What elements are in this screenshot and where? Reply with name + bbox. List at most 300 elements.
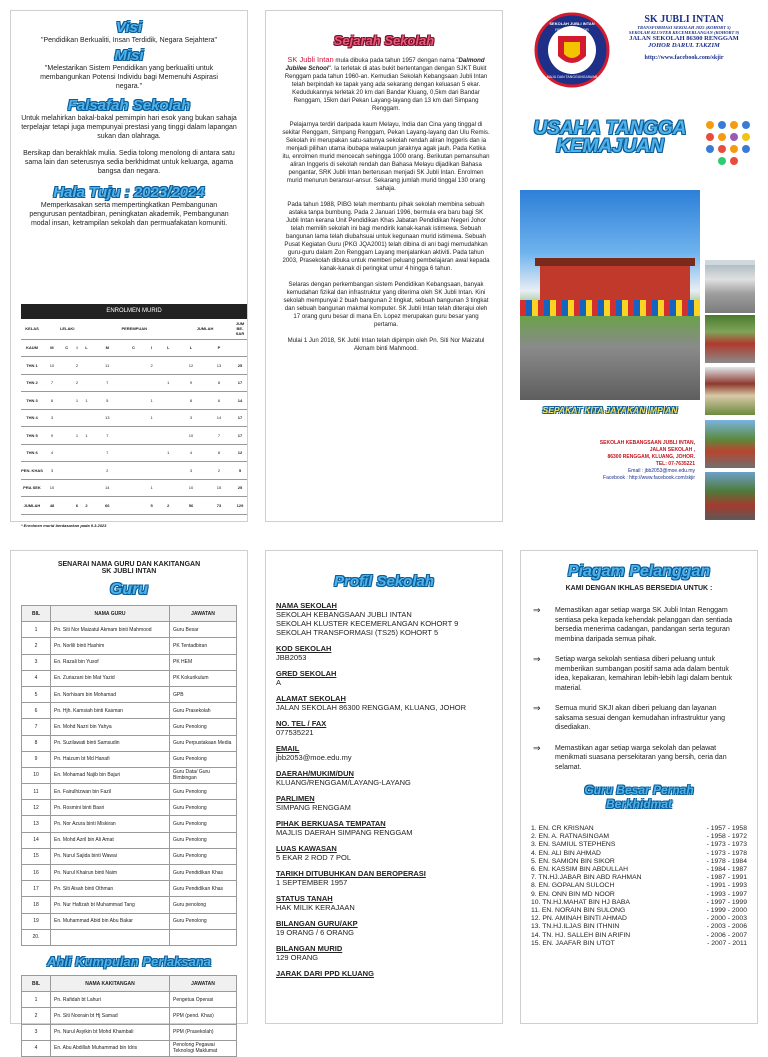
enrolmen-cell: 5 <box>144 497 160 515</box>
gb-row <box>531 850 747 858</box>
enrolmen-cell: 25 <box>233 479 247 497</box>
guru-bil: 9 <box>22 751 51 767</box>
guru-row <box>22 686 237 702</box>
cover-line-1: TRANSFORMASI SEKOLAH 2025 (KOHORT 5) <box>637 25 731 30</box>
enrolmen-cell <box>81 462 91 480</box>
gb-row <box>531 833 747 841</box>
enrolmen-col-jumlah: JUMLAH <box>177 319 233 339</box>
akp-jawatan: Pengetua Operasi <box>170 992 237 1008</box>
gb-years: - 1958 - 1972 <box>706 833 747 841</box>
gb-years: - 1993 - 1997 <box>706 890 747 898</box>
enrolmen-cell: 8 <box>205 374 233 392</box>
guru-name: En. Mohd Nazri bin Yahya <box>51 719 170 735</box>
enrolmen-cell: 1 <box>144 392 160 410</box>
enrolmen-cell: 1 <box>81 392 91 410</box>
gb-years: - 1957 - 1958 <box>706 825 747 832</box>
gb-years: - 2007 - 2011 <box>707 939 747 947</box>
enrolmen-row-label: THN 5 <box>21 427 43 445</box>
gb-name: 10. TN.HJ.MAHAT BIN HJ BABA <box>531 898 630 906</box>
enrolmen-cell: 10 <box>43 357 61 375</box>
gb-name: 6. EN. KASSIM BIN ABDULLAH <box>531 866 629 874</box>
enrolmen-cell <box>61 497 73 515</box>
guru-jawatan: Guru Pendidikan Khas <box>170 865 237 881</box>
guru-jawatan: GPB <box>170 686 237 702</box>
profil-label: NAMA SEKOLAH <box>276 601 337 610</box>
gb-years: - 1991 - 1993 <box>706 882 747 890</box>
profil-value: JALAN SEKOLAH 86300 RENGGAM, KLUANG, JOHOR <box>276 703 467 712</box>
guru-name: Pn. Hjh. Kamsiah binti Kasman <box>51 703 170 719</box>
piagam-text: Memastikan agar setiap warga sekolah dan pelawat menikmati suasana persekitaran yang bersih, ceria dan selamat. <box>555 744 727 771</box>
misi-text: "Melestarikan Sistem Pendidikan yang berkualiti untuk membangunkan Potensi Individu bagi Memenuhi Aspirasi negara." <box>40 65 218 90</box>
enrolmen-cell <box>61 479 73 497</box>
guru-jawatan: Guru Penolong <box>170 800 237 816</box>
guru-bil: 4 <box>22 670 51 686</box>
guru-col-bil: BIL <box>22 606 51 622</box>
enrolmen-cell: 14 <box>91 479 123 497</box>
panel-cover <box>520 10 758 522</box>
enrolmen-cell <box>160 427 178 445</box>
arrow-right-icon: ⇒ <box>533 654 541 664</box>
panel-senarai-guru <box>10 550 248 1055</box>
enrolmen-subheader-cell: L <box>160 339 178 357</box>
sejarah-title: Sejarah Sekolah <box>333 33 435 48</box>
senarai-heading-2: SK JUBLI INTAN <box>101 568 157 575</box>
enrolmen-cell: 9 <box>177 374 205 392</box>
guru-bil: 11 <box>22 784 51 800</box>
cover-url[interactable]: http://www.facebook.com/skjir <box>644 55 724 61</box>
akp-jawatan: PPM (Prasekolah) <box>170 1024 237 1040</box>
profil-value: SIMPANG RENGGAM <box>276 803 351 812</box>
gb-years: - 1984 - 1987 <box>706 866 747 874</box>
akp-col-bil: BIL <box>22 975 51 991</box>
enrolmen-row-label: THN 2 <box>21 374 43 392</box>
gb-name: 15. EN. JAAFAR BIN UTOT <box>531 939 615 947</box>
profil-value: MAJLIS DAERAH SIMPANG RENGGAM <box>276 828 413 837</box>
guru-row <box>22 622 237 638</box>
guru-row <box>22 929 237 945</box>
side-photo-5 <box>705 420 755 468</box>
enrolmen-cell <box>61 374 73 392</box>
guru-jawatan: PK Tentadbiran <box>170 638 237 654</box>
guru-row <box>22 881 237 897</box>
gb-row <box>531 899 747 907</box>
guru-row <box>22 751 237 767</box>
gb-name: 9. EN. ONN BIN MD NOOR <box>531 890 615 898</box>
enrolmen-cell: 8 <box>205 444 233 462</box>
gb-name: 1. EN. CR KRISNAN <box>531 825 594 832</box>
guru-bil: 10 <box>22 767 51 783</box>
guru-table <box>21 605 237 946</box>
enrolmen-cell <box>61 444 73 462</box>
gb-years: - 1987 - 1991 <box>706 874 747 882</box>
enrolmen-cell <box>160 392 178 410</box>
enrolmen-subheader <box>21 339 247 357</box>
akp-row <box>22 1008 237 1024</box>
guru-jawatan: Guru Pendidikan Khas <box>170 881 237 897</box>
profil-value: 1 SEPTEMBER 1957 <box>276 878 348 887</box>
enrolmen-cell: 7 <box>91 374 123 392</box>
guru-bil: 5 <box>22 686 51 702</box>
guru-name: Pn. Nor Azura binti Miskiran <box>51 816 170 832</box>
gb-years: - 2006 - 2007 <box>706 931 747 939</box>
enrolmen-subheader-cell: I <box>73 339 82 357</box>
enrolmen-cell: 17 <box>233 409 247 427</box>
profil-label: EMAIL <box>276 744 300 753</box>
enrolmen-subheader-cell: L <box>81 339 91 357</box>
address-phone: TEL: 07-7635221 <box>655 461 695 467</box>
profil-item <box>276 894 492 912</box>
guru-row <box>22 670 237 686</box>
gb-row <box>531 825 747 833</box>
enrolmen-cell: 73 <box>205 497 233 515</box>
enrolmen-cell: 10 <box>177 427 205 445</box>
enrolmen-row <box>21 462 247 480</box>
gb-name: 4. EN. ALI BIN AHMAD <box>531 849 601 857</box>
enrolmen-cell: 3 <box>43 462 61 480</box>
address-line-3: 86300 RENGGAM, KLUANG, JOHOR. <box>607 454 695 460</box>
profil-value: 129 ORANG <box>276 953 319 962</box>
enrolmen-subheader-cell: M <box>91 339 123 357</box>
akp-name: Pn. Siti Noorain bt Hj Samad <box>51 1008 170 1024</box>
akp-name: Pn. Nurul Asyikin bt Mohd Khambali <box>51 1024 170 1040</box>
gb-row <box>531 915 747 923</box>
logo-motto-text: MAJU DAN TANGGUNGJAWAB <box>546 75 598 79</box>
profil-item <box>276 969 492 978</box>
enrolmen-cell: 17 <box>233 427 247 445</box>
enrolmen-cell: 4 <box>43 444 61 462</box>
profil-label: GRED SEKOLAH <box>276 669 337 678</box>
cover-line-3: JALAN SEKOLAH 86300 RENGGAM <box>629 35 739 42</box>
enrolmen-row-label: THN 6 <box>21 444 43 462</box>
enrolmen-table <box>21 304 247 528</box>
profil-value: 5 EKAR 2 ROD 7 POL <box>276 853 352 862</box>
gb-name: 14. TN. HJ. SALLEH BIN ARIFIN <box>531 931 631 939</box>
akp-row <box>22 992 237 1008</box>
guru-row <box>22 897 237 913</box>
sejarah-old-name: Dalmond Jubilee School <box>285 57 485 72</box>
gb-years: - 1973 - 1978 <box>706 849 747 857</box>
akp-col-nama: NAMA KAKITANGAN <box>51 975 170 991</box>
enrolmen-cell: 12 <box>177 357 205 375</box>
gb-years: - 1999 - 2000 <box>706 907 747 915</box>
gb-years: - 2000 - 2003 <box>706 915 747 923</box>
enrolmen-cell: 1 <box>73 427 82 445</box>
enrolmen-row-label: THN 1 <box>21 357 43 375</box>
logo-top-text: SEKOLAH JUBLI INTAN <box>549 21 595 26</box>
senarai-heading-1: SENARAI NAMA GURU DAN KAKITANGAN <box>57 561 201 568</box>
enrolmen-cell: 9 <box>43 427 61 445</box>
decorative-dots <box>705 120 755 170</box>
guru-jawatan: Guru Penolong <box>170 719 237 735</box>
school-main-photo <box>520 190 700 400</box>
enrolmen-cell: 2 <box>160 497 178 515</box>
guru-jawatan: Guru Penolong <box>170 848 237 864</box>
profil-label: TARIKH DITUBUHKAN DAN BEROPERASI <box>276 869 426 878</box>
gb-row <box>531 874 747 882</box>
gb-years: - 2003 - 2006 <box>706 923 747 931</box>
enrolmen-cell: 15 <box>205 479 233 497</box>
header-info <box>616 14 752 61</box>
gb-name: 12. PN. AMINAH BINTI AHMAD <box>531 915 627 923</box>
akp-row <box>22 1040 237 1056</box>
gb-list <box>521 825 757 948</box>
guru-name <box>51 929 170 945</box>
enrolmen-subheader-cell: L <box>177 339 205 357</box>
guru-name: En. Razali bin Yusof <box>51 654 170 670</box>
profil-item <box>276 769 492 787</box>
cover-line-4: JOHOR DARUL TAKZIM <box>648 42 720 49</box>
sejarah-body <box>266 48 502 353</box>
guru-bil: 7 <box>22 719 51 735</box>
profil-label: LUAS KAWASAN <box>276 844 337 853</box>
enrolmen-row-label: JUMLAH <box>21 497 43 515</box>
piagam-title: Piagam Pelanggan <box>567 563 711 580</box>
guru-bil: 12 <box>22 800 51 816</box>
guru-name: Pn. Nur Hafizah bt Muhammad Tang <box>51 897 170 913</box>
enrolmen-cell <box>144 427 160 445</box>
guru-name: Pn. Nurul Khairun binti Naim <box>51 865 170 881</box>
akp-table <box>21 975 237 1057</box>
gb-name: 13. TN.HJ.ILJAS BIN ITHNIN <box>531 923 620 931</box>
guru-name: Pn. Siti Nor Maizatul Akmam binti Mahmood <box>51 622 170 638</box>
guru-jawatan: Guru Penolong <box>170 784 237 800</box>
enrolmen-cell: 8 <box>177 392 205 410</box>
enrolmen-cell: 2 <box>144 357 160 375</box>
guru-title: Guru <box>109 581 149 598</box>
enrolmen-cell: 4 <box>177 444 205 462</box>
guru-name: Pn. Suzilawati binti Samsudin <box>51 735 170 751</box>
profil-value: 19 ORANG / 6 ORANG <box>276 928 354 937</box>
enrolmen-cell: 10 <box>177 479 205 497</box>
enrolmen-subheader-cell: C <box>123 339 144 357</box>
enrolmen-col-lelaki: LELAKI <box>43 319 91 339</box>
guru-jawatan: Guru Data/ Guru Bimbingan <box>170 767 237 783</box>
cover-school-name: SK JUBLI INTAN <box>644 14 724 25</box>
sejarah-para-4: Selaras dengan perkembangan sistem Pendidikan Kebangsaan, banyak kemudahan fizikal dan infrastruktur yang diterima oleh SK Jubli Intan. Kini sekolah mempunyai 2 buah bangunan 2 tingkat, sebuah bangunan 3 tingkat dan sebuah bangunan makmal komputer. SK Jubli Intan telah diterajui oleh 17 orang guru besar di mana En. Lopez merupakan guru besar yang pertama. <box>283 281 489 328</box>
guru-row <box>22 638 237 654</box>
enrolmen-cell <box>123 462 144 480</box>
sejarah-para-3: Pada tahun 1988, PIBG telah membantu pihak sekolah membina sebuah astaka tanpa bumbung. Pada 2 Januari 1996, bermula era baru bagi SK Jubli Intan kerana Unit Pendidikan Khas Jabatan Pendidikan Negeri Johor telah memilih sekolah ini bagi mendirik kanak-kanak istimewa. Sebuah bangunan lama telah diubahsuai untuk kegunaan murid istimewa. Sebuah Pusat Kegiatan Guru (PKG JQA2001) telah dibina di ani bagi memudahkan guru-guru dalam Zon Renggam Layang menjalankan aktiviti. Pada tahun 2003, Prasekolah dibuka untuk memberi peluang pembelajaran awal kepada kanak-kanak di peringkat umur 4 hingga 6 tahun. <box>282 201 490 272</box>
enrolmen-row <box>21 444 247 462</box>
enrolmen-cell: 2 <box>73 374 82 392</box>
enrolmen-title: ENROLMEN MURID <box>21 304 247 319</box>
enrolmen-cell <box>123 374 144 392</box>
falsafah-title: Falsafah Sekolah <box>67 97 191 114</box>
piagam-item <box>533 744 745 773</box>
profil-value: 077535221 <box>276 728 314 737</box>
gb-years: - 1978 - 1984 <box>706 857 747 865</box>
gb-years: - 1997 - 1999 <box>706 898 747 906</box>
enrolmen-col-jum-besar: JUM BE- SAR <box>233 319 247 339</box>
enrolmen-cell: 7 <box>43 374 61 392</box>
gb-row <box>531 841 747 849</box>
enrolmen-cell: 13 <box>91 409 123 427</box>
photo-roof <box>535 258 695 266</box>
guru-bil: 13 <box>22 816 51 832</box>
enrolmen-cell <box>144 374 160 392</box>
enrolmen-cell: 1 <box>73 392 82 410</box>
guru-jawatan: PK HEM <box>170 654 237 670</box>
akp-bil: 2 <box>22 1008 51 1024</box>
enrolmen-cell: 25 <box>233 357 247 375</box>
slogan: SEPAKAT KITA JAYAKAN IMPIAN <box>542 405 678 415</box>
address-line-2: JALAN SEKOLAH , <box>649 447 695 453</box>
guru-row <box>22 816 237 832</box>
gb-row <box>531 866 747 874</box>
guru-bil: 20. <box>22 929 51 945</box>
enrolmen-cell: 5 <box>91 392 123 410</box>
guru-bil: 17 <box>22 881 51 897</box>
enrolmen-row <box>21 374 247 392</box>
enrolmen-cell: 2 <box>81 497 91 515</box>
gb-row <box>531 940 747 948</box>
gb-name: 11. EN. NORAIN BIN SULONG <box>531 907 626 915</box>
sejarah-para-1 <box>282 56 490 113</box>
akp-jawatan: PPM (pend. Khas) <box>170 1008 237 1024</box>
gb-row <box>531 858 747 866</box>
guru-bil: 2 <box>22 638 51 654</box>
enrolmen-cell <box>61 462 73 480</box>
falsafah-para-1: Untuk melahirkan bakal-bakal pemimpin hari esok yang bukan sahaja terpelajar tetapi juga mempunyai prestasi yang tinggi dalam lapangan sukan dan olahraga. <box>21 115 237 140</box>
panel-profil <box>265 550 503 1024</box>
enrolmen-cell <box>123 479 144 497</box>
guru-name: En. Norhisam bin Mohamad <box>51 686 170 702</box>
guru-bil: 19 <box>22 913 51 929</box>
guru-bil: 16 <box>22 865 51 881</box>
guru-bil: 3 <box>22 654 51 670</box>
guru-bil: 15 <box>22 848 51 864</box>
enrolmen-row <box>21 479 247 497</box>
guru-jawatan: Guru penolong <box>170 897 237 913</box>
guru-name: En. Muhammad Abid bin Abu Bakar <box>51 913 170 929</box>
enrolmen-cell: 6 <box>205 392 233 410</box>
enrolmen-cell: 17 <box>233 374 247 392</box>
gb-row <box>531 907 747 915</box>
guru-col-nama: NAMA GURU <box>51 606 170 622</box>
gb-row <box>531 891 747 899</box>
enrolmen-cell <box>61 427 73 445</box>
guru-row <box>22 832 237 848</box>
contact-facebook[interactable]: Facebook : http://www.facebook.com/skjir <box>603 475 695 481</box>
piagam-text: Semua murid SKJI akan diberi peluang dan layanan saksama sesuai dengan kemudahan infrastruktur yang disediakan. <box>555 705 726 731</box>
gb-years: - 1973 - 1973 <box>706 841 747 849</box>
sejarah-para-1a: mula dibuka pada tahun 1957 dengan nama " <box>333 57 459 64</box>
profil-item <box>276 869 492 887</box>
enrolmen-cell: 12 <box>233 444 247 462</box>
guru-name: En. Zuriazani bin Mat Yazid <box>51 670 170 686</box>
enrolmen-cell <box>73 409 82 427</box>
enrolmen-cell <box>160 462 178 480</box>
guru-bil: 18 <box>22 897 51 913</box>
enrolmen-cell <box>123 392 144 410</box>
guru-bil: 6 <box>22 703 51 719</box>
profil-item <box>276 601 492 637</box>
guru-row <box>22 703 237 719</box>
piagam-item <box>533 704 745 733</box>
guru-row <box>22 735 237 751</box>
enrolmen-cell: 10 <box>43 479 61 497</box>
enrolmen-row-label: PEN. KHAS <box>21 462 43 480</box>
guru-name: En. Mohd Azril bin Ali Amat <box>51 832 170 848</box>
enrolmen-cell: 48 <box>43 497 61 515</box>
profil-label: NO. TEL / FAX <box>276 719 327 728</box>
enrolmen-row <box>21 497 247 515</box>
falsafah-para-2: Bersikap dan berakhlak mulia. Sedia tolong menolong di antara satu sama lain dan seterusnya sedia berkhidmat untuk keluarga, agama bangsa dan negara. <box>23 150 235 175</box>
profil-label: JARAK DARI PPD KLUANG <box>276 969 374 978</box>
enrolmen-cell: 3 <box>177 409 205 427</box>
gb-name: 2. EN. A. RATNASINGAM <box>531 833 610 841</box>
guru-jawatan: Guru Besar <box>170 622 237 638</box>
sejarah-para-1c: ". Ia terletak di atas bukit bertentangan dengan SJKT Bukit Renggam pada tahun 1960-an. Kemudian Sekolah Kebangsaan Jubli Intan telah berpindah ke tapak yang ada sekarang dengan keluasan 5 ekar. Kedudukannya terletak 20 km dari Bandar Kluang, 0,5km dari Bandar Renggam, 15km dari Pekan Layang-layang dan 13 km dari Simpang Renggam. <box>284 65 488 112</box>
gb-name: 5. EN. SAMION BIN SIKOR <box>531 857 615 865</box>
enrolmen-cell: 11 <box>91 357 123 375</box>
enrolmen-cell: 66 <box>91 497 123 515</box>
guru-row <box>22 784 237 800</box>
enrolmen-cell <box>123 357 144 375</box>
enrolmen-cell: 2 <box>91 462 123 480</box>
profil-item <box>276 844 492 862</box>
enrolmen-cell: 7 <box>91 427 123 445</box>
side-photo-4 <box>705 367 755 415</box>
guru-jawatan <box>170 929 237 945</box>
photo-fence <box>520 300 700 316</box>
guru-row <box>22 654 237 670</box>
misi-title: Misi <box>114 47 144 64</box>
arrow-right-icon: ⇒ <box>533 703 541 713</box>
enrolmen-cell: 1 <box>160 374 178 392</box>
guru-bil: 14 <box>22 832 51 848</box>
profil-value: SEKOLAH KEBANGSAAN JUBLI INTAN SEKOLAH KLUSTER KECEMERLANGAN KOHORT 9 SEKOLAH TRANSFORMASI (TS25) KOHORT 5 <box>276 610 459 637</box>
enrolmen-cell <box>144 462 160 480</box>
panel-sejarah <box>265 10 503 522</box>
profil-label: ALAMAT SEKOLAH <box>276 694 346 703</box>
guru-row <box>22 767 237 783</box>
enrolmen-cell: 7 <box>205 427 233 445</box>
akp-name: Pn. Rafidah bt Lahuri <box>51 992 170 1008</box>
profil-value: A <box>276 678 282 687</box>
address-line-1: SEKOLAH KEBANGSAAN JUBLI INTAN, <box>599 440 695 446</box>
enrolmen-subheader-cell: C <box>61 339 73 357</box>
enrolmen-cell <box>73 462 82 480</box>
akp-bil: 3 <box>22 1024 51 1040</box>
enrolmen-row <box>21 357 247 375</box>
akp-bil: 4 <box>22 1040 51 1056</box>
arrow-right-icon: ⇒ <box>533 605 541 615</box>
guru-name: Pn. Nurul Sajida binti Wawai <box>51 848 170 864</box>
enrolmen-cell <box>123 409 144 427</box>
panel-piagam <box>520 550 758 1024</box>
profil-label: PIHAK BERKUASA TEMPATAN <box>276 819 386 828</box>
logo-sub-text: RENGAM, JOHOR <box>555 27 589 32</box>
profil-item <box>276 919 492 937</box>
profil-label: STATUS TANAH <box>276 894 333 903</box>
profil-value: jbb2053@moe.edu.my <box>276 753 352 762</box>
guru-name: Pn. Rosmini binti Basri <box>51 800 170 816</box>
profil-item <box>276 694 492 712</box>
profil-item <box>276 794 492 812</box>
sejarah-para-5: Mulai 1 Jun 2018, SK Jubli Intan telah dipimpin oleh Pn. Siti Nor Maizatul Akmam binti Mahmood. <box>287 337 485 352</box>
profil-label: BILANGAN GURU/AKP <box>276 919 358 928</box>
guru-name: En. Fairulhizwan bin Fazil <box>51 784 170 800</box>
guru-name: Pn. Haizum bt Md Hanafi <box>51 751 170 767</box>
enrolmen-row-label: PRA SEK <box>21 479 43 497</box>
enrolmen-cell: 1 <box>144 409 160 427</box>
contact-email[interactable]: Email : jbb2053@moe.edu.my <box>627 468 695 474</box>
guru-jawatan: PK Kokurikulum <box>170 670 237 686</box>
side-photo-6 <box>705 472 755 520</box>
enrolmen-subheader-cell: M <box>43 339 61 357</box>
enrolmen-cell <box>123 497 144 515</box>
